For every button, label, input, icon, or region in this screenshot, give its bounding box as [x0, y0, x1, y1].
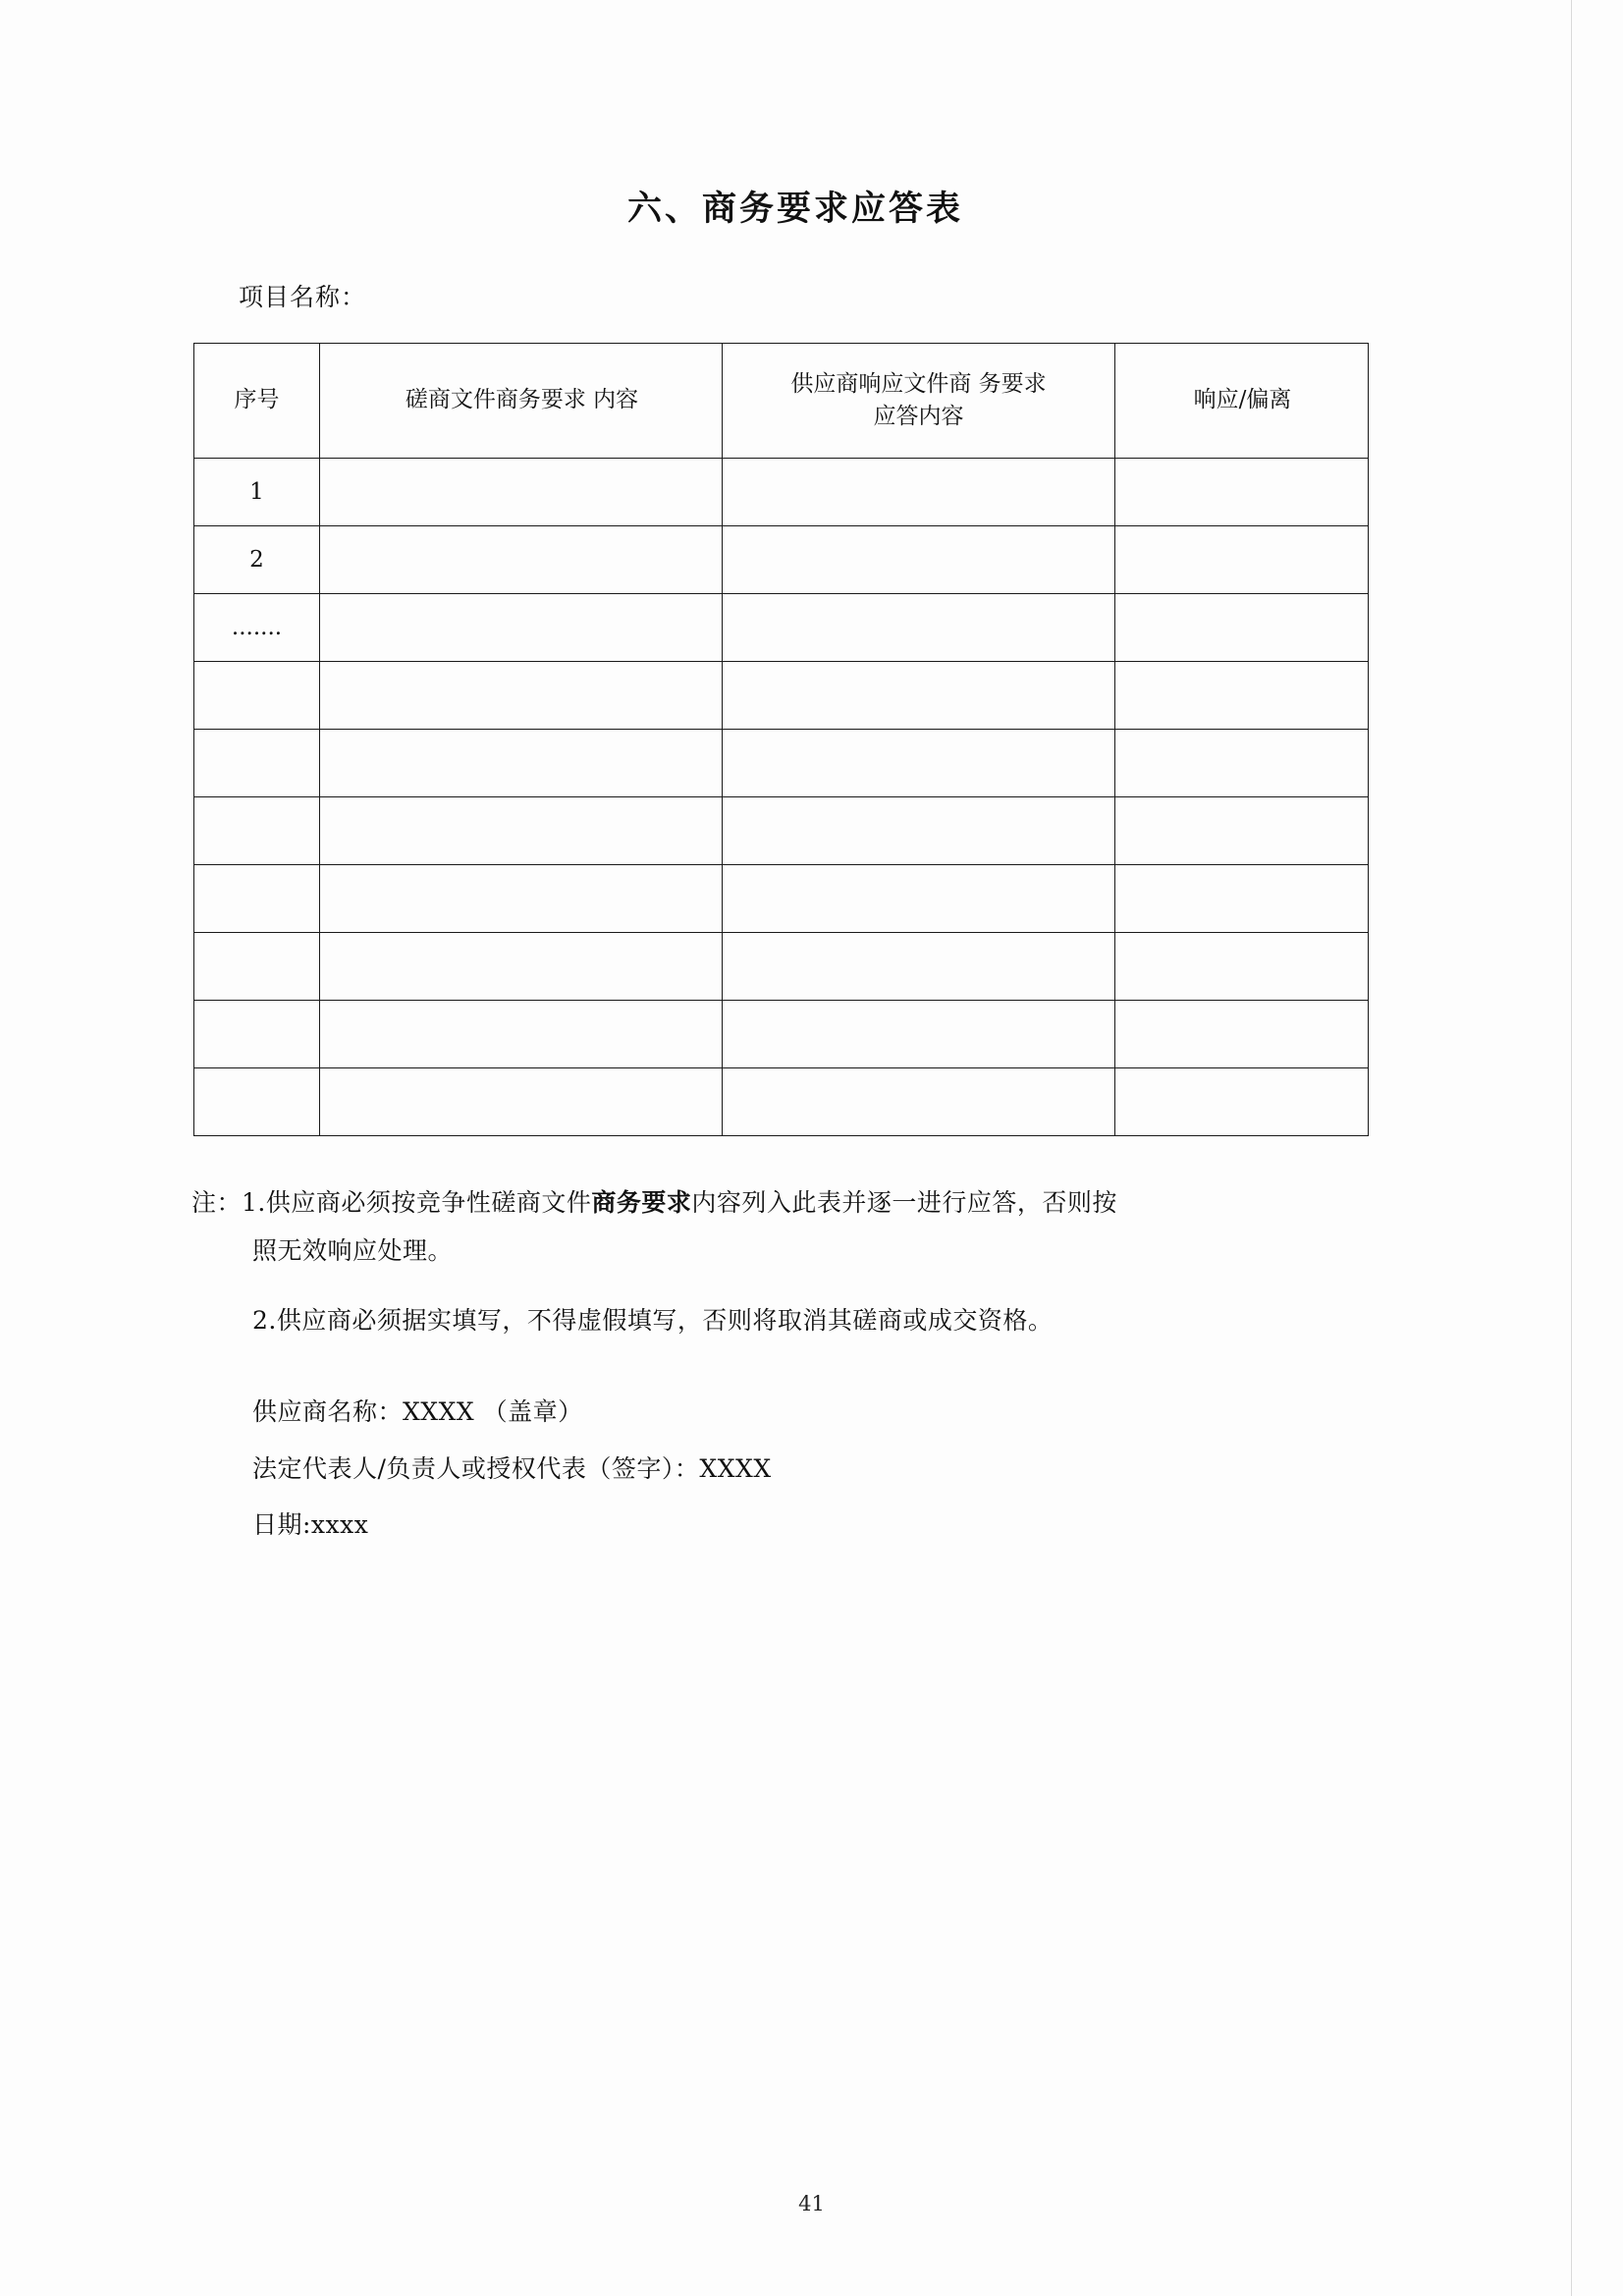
cell-deviation[interactable] — [1115, 865, 1369, 933]
note-item-2: 2.供应商必须据实填写，不得虚假填写，否则将取消其磋商或成交资格。 — [252, 1305, 1054, 1335]
table-header-row — [194, 344, 1369, 459]
cell-deviation[interactable] — [1115, 662, 1369, 730]
page-content — [191, 182, 1399, 1554]
cell-response[interactable] — [723, 1001, 1115, 1068]
column-header-response — [723, 344, 1115, 459]
note-item-1 — [191, 1179, 1399, 1276]
cell-response[interactable] — [723, 1068, 1115, 1136]
business-requirement-response-table — [193, 343, 1369, 1136]
cell-requirement[interactable] — [320, 730, 723, 797]
table-row — [194, 933, 1369, 1001]
column-header-requirement: 磋商文件商务要求 内容 — [320, 344, 723, 459]
cell-requirement[interactable] — [320, 594, 723, 662]
signature-block — [252, 1384, 1399, 1554]
column-header-response-line1: 供应商响应文件商 务要求 — [790, 370, 1047, 397]
column-header-response-line2: 应答内容 — [873, 404, 964, 429]
cell-seq[interactable]: ....... — [194, 594, 320, 662]
cell-requirement[interactable] — [320, 459, 723, 526]
date-line: 日期:xxxx — [252, 1510, 369, 1540]
cell-response[interactable] — [723, 933, 1115, 1001]
table-row — [194, 730, 1369, 797]
note-1-bold-segment: 商务要求 — [591, 1188, 692, 1217]
cell-response[interactable] — [723, 594, 1115, 662]
cell-response[interactable] — [723, 865, 1115, 933]
table-row — [194, 797, 1369, 865]
cell-deviation[interactable] — [1115, 526, 1369, 594]
column-header-seq: 序号 — [194, 344, 320, 459]
cell-deviation[interactable] — [1115, 933, 1369, 1001]
cell-seq[interactable]: 1 — [194, 459, 320, 526]
cell-response[interactable] — [723, 730, 1115, 797]
cell-requirement[interactable] — [320, 865, 723, 933]
cell-seq[interactable] — [194, 730, 320, 797]
cell-response[interactable] — [723, 526, 1115, 594]
cell-seq[interactable]: 2 — [194, 526, 320, 594]
cell-deviation[interactable] — [1115, 797, 1369, 865]
cell-seq[interactable] — [194, 1001, 320, 1068]
legal-representative-line: 法定代表人/负责人或授权代表（签字）：XXXX — [252, 1453, 772, 1483]
supplier-name-line: 供应商名称：XXXX （盖章） — [252, 1397, 583, 1427]
cell-seq[interactable] — [194, 1068, 320, 1136]
cell-response[interactable] — [723, 459, 1115, 526]
cell-requirement[interactable] — [320, 797, 723, 865]
cell-requirement[interactable] — [320, 933, 723, 1001]
table-body — [194, 459, 1369, 1136]
cell-deviation[interactable] — [1115, 730, 1369, 797]
cell-seq[interactable] — [194, 933, 320, 1001]
table-row — [194, 594, 1369, 662]
table-row — [194, 1001, 1369, 1068]
table-row — [194, 1068, 1369, 1136]
cell-deviation[interactable] — [1115, 1068, 1369, 1136]
cell-response[interactable] — [723, 662, 1115, 730]
table-row — [194, 526, 1369, 594]
notes-section — [191, 1179, 1399, 1344]
table-row — [194, 459, 1369, 526]
cell-requirement[interactable] — [320, 1001, 723, 1068]
page-title: 六、商务要求应答表 — [626, 189, 963, 229]
cell-requirement[interactable] — [320, 1068, 723, 1136]
table-row — [194, 662, 1369, 730]
cell-requirement[interactable] — [320, 662, 723, 730]
column-header-deviation: 响应/偏离 — [1115, 344, 1369, 459]
cell-deviation[interactable] — [1115, 459, 1369, 526]
cell-deviation[interactable] — [1115, 1001, 1369, 1068]
note-1-prefix: 注：1.供应商必须按竞争性磋商文件 — [191, 1188, 592, 1217]
table-header — [194, 344, 1369, 459]
cell-response[interactable] — [723, 797, 1115, 865]
page-number: 41 — [798, 2192, 825, 2215]
project-name-label: 项目名称： — [239, 283, 367, 311]
cell-seq[interactable] — [194, 662, 320, 730]
cell-seq[interactable] — [194, 865, 320, 933]
cell-seq[interactable] — [194, 797, 320, 865]
table-row — [194, 865, 1369, 933]
note-1-suffix: 内容列入此表并逐一进行应答，否则按 — [691, 1188, 1117, 1217]
cell-requirement[interactable] — [320, 526, 723, 594]
cell-deviation[interactable] — [1115, 594, 1369, 662]
page-edge-line — [1571, 0, 1572, 2296]
note-1-continuation: 照无效响应处理。 — [252, 1235, 454, 1265]
